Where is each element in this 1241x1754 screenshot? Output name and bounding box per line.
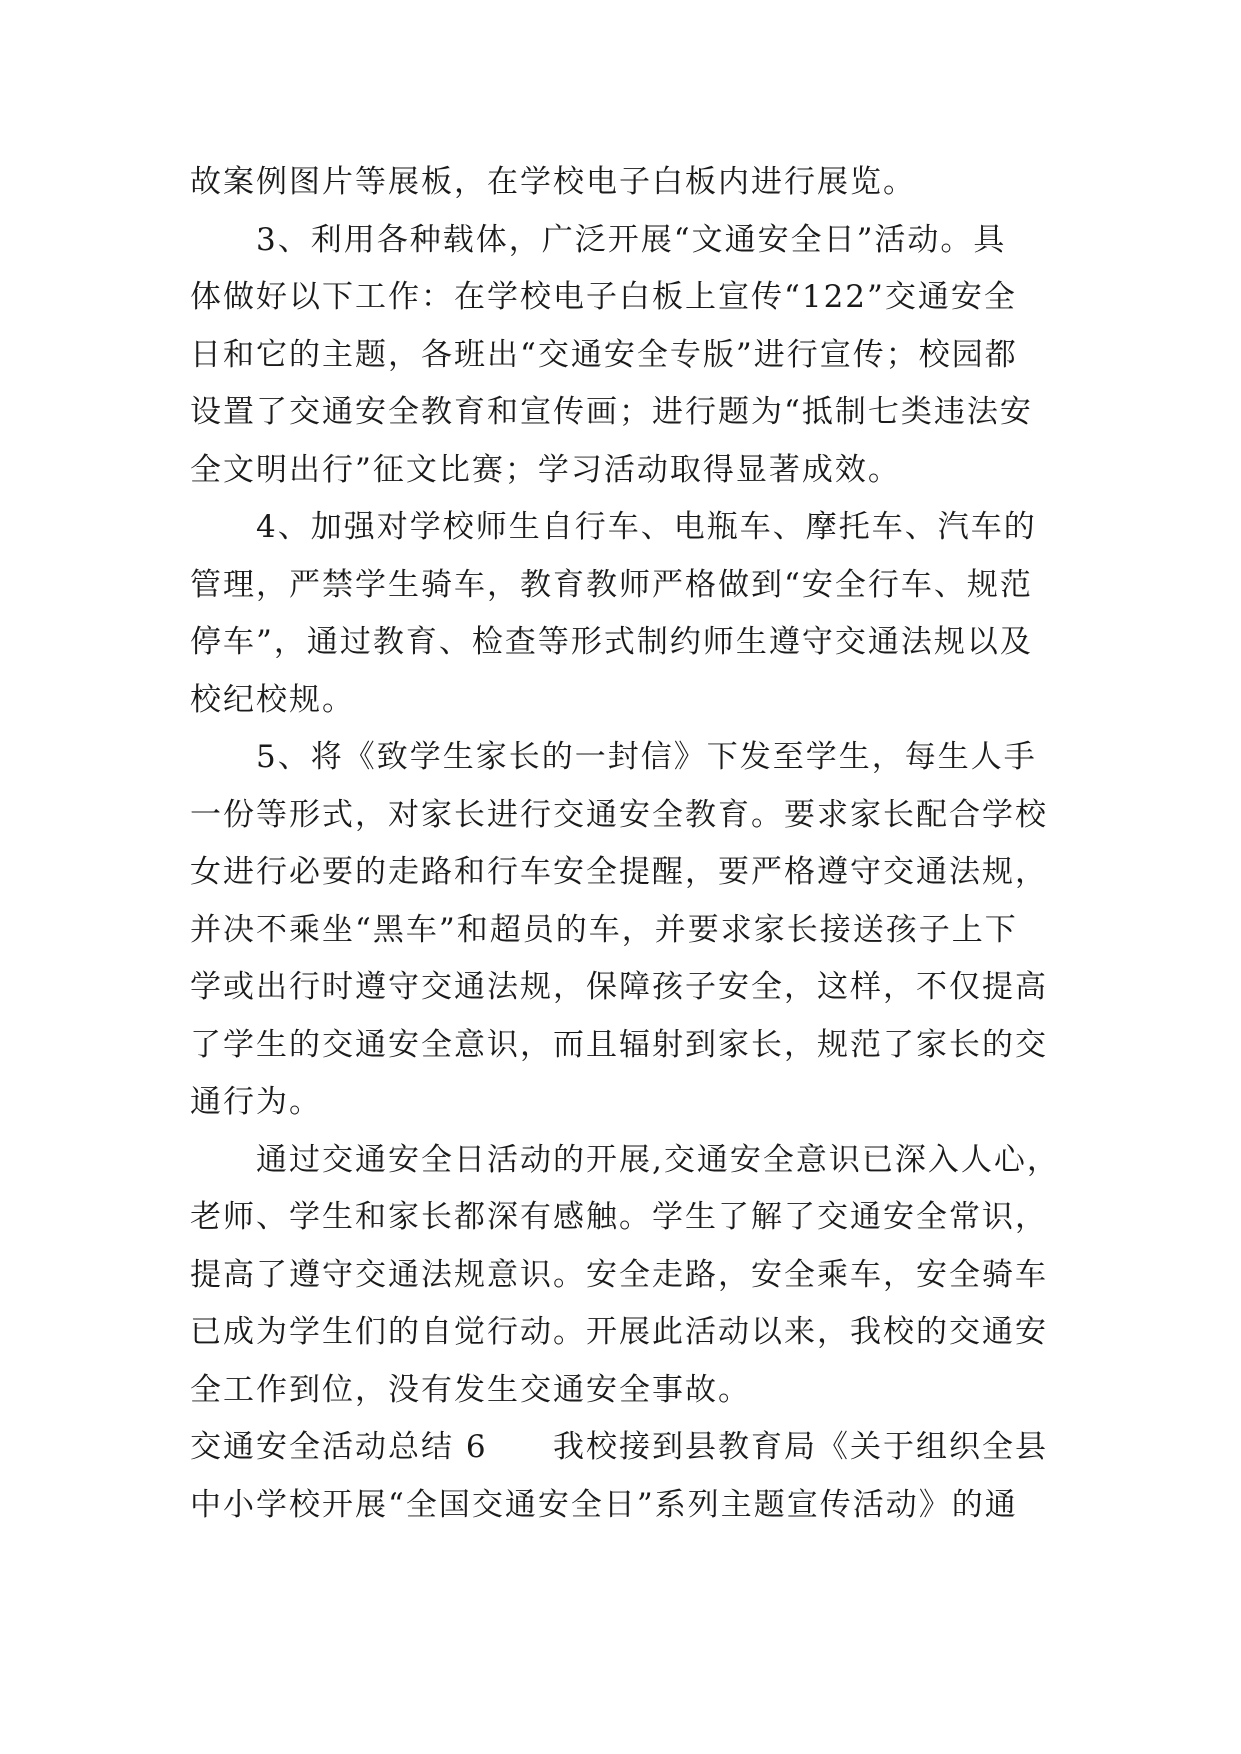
paragraph-line: 体做好以下工作：在学校电子白板上宣传“122”交通安全 bbox=[190, 279, 1017, 315]
paragraph-line: 中小学校开展“全国交通安全日”系列主题宣传活动》的通 bbox=[190, 1486, 1018, 1523]
paragraph-line: 全文明出行”征文比赛；学习活动取得显著成效。 bbox=[190, 451, 901, 488]
paragraph-line: 已成为学生们的自觉行动。开展此活动以来，我校的交通安 bbox=[190, 1314, 1048, 1350]
paragraph-line: 提高了遵守交通法规意识。安全走路，安全乘车，安全骑车 bbox=[190, 1256, 1048, 1293]
section-title: 交通安全活动总结 6 bbox=[190, 1429, 488, 1465]
paragraph-line: 5、将《致学生家长的一封信》下发至学生，每生人手 bbox=[256, 739, 1037, 775]
paragraph-line: 女进行必要的走路和行车安全提醒，要严格遵守交通法规， bbox=[190, 854, 1048, 890]
paragraph-line: 校纪校规。 bbox=[190, 681, 355, 718]
paragraph-line: 3、利用各种载体，广泛开展“文通安全日”活动。具 bbox=[256, 221, 1007, 258]
paragraph-line: 一份等形式，对家长进行交通安全教育。要求家长配合学校 bbox=[190, 796, 1048, 833]
paragraph-line: 老师、学生和家长都深有感触。学生了解了交通安全常识， bbox=[190, 1199, 1048, 1235]
paragraph-line: 故案例图片等展板，在学校电子白板内进行展览。 bbox=[190, 164, 916, 200]
paragraph-line: 停车”，通过教育、检查等形式制约师生遵守交通法规以及 bbox=[190, 624, 1033, 660]
paragraph-line: 日和它的主题，各班出“交通安全专版”进行宣传；校园都 bbox=[190, 336, 1018, 373]
paragraph-line: 通过交通安全日活动的开展,交通安全意识已深入人心， bbox=[256, 1141, 1060, 1178]
paragraph-line: 全工作到位，没有发生交通安全事故。 bbox=[190, 1371, 751, 1408]
paragraph-line: 设置了交通安全教育和宣传画；进行题为“抵制七类违法安 bbox=[190, 394, 1033, 430]
paragraph-line: 通行为。 bbox=[190, 1084, 322, 1120]
section-intro-text: 我校接到县教育局《关于组织全县 bbox=[553, 1429, 1048, 1465]
document-body bbox=[190, 154, 1060, 1534]
paragraph-line: 管理，严禁学生骑车，教育教师严格做到“安全行车、规范 bbox=[190, 566, 1033, 603]
paragraph-line: 并决不乘坐“黑车”和超员的车，并要求家长接送孩子上下 bbox=[190, 911, 1018, 948]
paragraph-line: 学或出行时遵守交通法规，保障孩子安全，这样，不仅提高 bbox=[190, 969, 1048, 1005]
paragraph-line: 了学生的交通安全意识，而且辐射到家长，规范了家长的交 bbox=[190, 1026, 1048, 1063]
section-heading-line bbox=[190, 1419, 1060, 1477]
paragraph-line: 4、加强对学校师生自行车、电瓶车、摩托车、汽车的 bbox=[256, 509, 1037, 545]
